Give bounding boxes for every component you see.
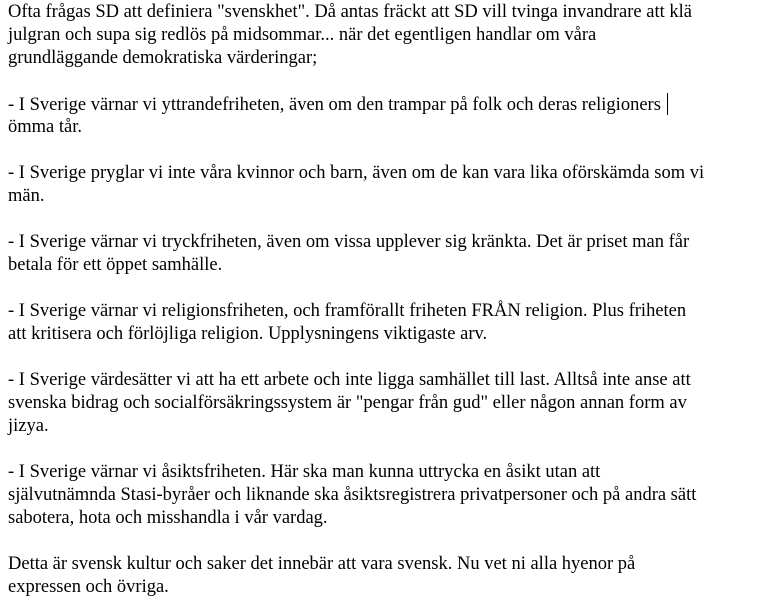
paragraph-yttrandefrihet [8, 93, 760, 139]
paragraph-conclusion [8, 553, 760, 599]
text-line: - I Sverige värnar vi religionsfriheten, och framförallt friheten FRÅN religion. Plus friheten [8, 301, 687, 321]
document-body [8, 1, 760, 599]
text-line: Ofta frågas SD att definiera "svenskhet". Då antas fräckt att SD vill tvinga invandrare att klä [8, 2, 692, 22]
text-line: ömma tår. [8, 117, 82, 137]
text-line: jizya. [8, 416, 49, 436]
text-line: julgran och supa sig redlös på midsommar... när det egentligen handlar om våra [8, 25, 597, 45]
paragraph-tryckfrihet [8, 231, 760, 277]
paragraph-asiktsfrihet [8, 461, 760, 530]
text-line: svenska bidrag och socialförsäkringssystem är "pengar från gud" eller någon annan form av [8, 393, 687, 413]
text-line: betala för ett öppet samhälle. [8, 255, 223, 275]
text-line [8, 93, 760, 116]
text-line: expressen och övriga. [8, 577, 169, 597]
text-line: Detta är svensk kultur och saker det innebär att vara svensk. Nu vet ni alla hyenor på [8, 554, 636, 574]
text-line: - I Sverige pryglar vi inte våra kvinnor och barn, även om de kan vara lika oförskämda som vi [8, 163, 705, 183]
text-line: grundläggande demokratiska värderingar; [8, 48, 318, 68]
text-line: - I Sverige värnar vi tryckfriheten, även om vissa upplever sig kränkta. Det är priset man får [8, 232, 690, 252]
text-line: självutnämnda Stasi-byråer och liknande ska åsiktsregistrera privatpersoner och på andra sätt [8, 485, 697, 505]
paragraph-arbete [8, 369, 760, 438]
text-line: sabotera, hota och misshandla i vår vardag. [8, 508, 328, 528]
text-line: att kritisera och förlöjliga religion. Upplysningens viktigaste arv. [8, 324, 488, 344]
paragraph-intro [8, 1, 760, 70]
paragraph-religionsfrihet [8, 300, 760, 346]
text-cursor [667, 93, 668, 115]
text-line-content: - I Sverige värnar vi yttrandefriheten, även om den trampar på folk och deras religioners [8, 95, 661, 115]
paragraph-kvinnor-barn [8, 162, 760, 208]
text-line: - I Sverige värdesätter vi att ha ett arbete och inte ligga samhället till last. Alltså inte anse att [8, 370, 691, 390]
text-line: - I Sverige värnar vi åsiktsfriheten. Här ska man kunna uttrycka en åsikt utan att [8, 462, 601, 482]
text-line: män. [8, 186, 45, 206]
